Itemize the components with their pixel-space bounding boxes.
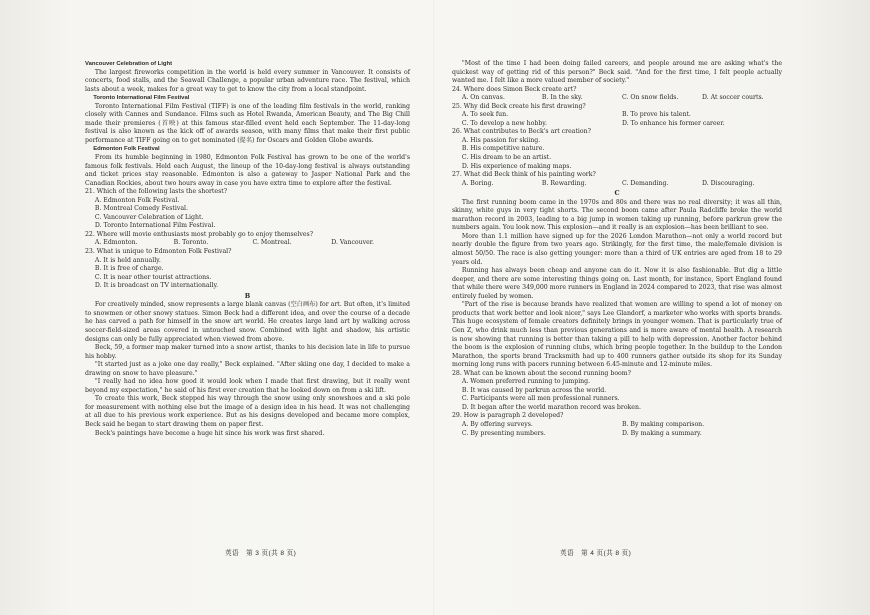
passage-c [452, 199, 782, 370]
option: D. Discouraging. [701, 179, 755, 187]
option: D. By making a summary. [621, 429, 702, 437]
option: C. Demanding. [621, 179, 669, 187]
option: B. Montreal Comedy Festival. [94, 205, 188, 213]
option: C. By presenting numbers. [461, 429, 546, 437]
passage-b-para: For creatively minded, snow represents a large blank canvas (空白画布) for art. But often, it's limited to snowmen or other snowy statues. Simon Beck had a different idea, and over the course of a decade he has carved a path for himself in the snow art world. He creates large land art by walking across soccer-field-sized areas covered in untouched snow. Combined with light and shadow, his artistic designs can only be fully appreciated when viewed from above. [85, 301, 411, 343]
option: A. Boring. [461, 179, 494, 187]
option: C. On snow fields. [621, 94, 679, 102]
option-row [452, 421, 782, 430]
option: B. To prove his talent. [621, 111, 691, 119]
right-page [452, 60, 782, 438]
question-stem: 21. Which of the following lasts the shortest? [85, 188, 228, 196]
para-toronto: Toronto International Film Festival (TIFF) is one of the leading film festivals in the world, ranking closely with Cannes and Sundance. Films such as Hotel Rwanda, American Beauty, and The Big Chill made their premieres (首映) at this famous star-filled event held each September. The 11-day-long festival is also known as the kick off of awards season, with many films that make their first public performance at TIFF going on to get nominated (提名) for Oscars and Golden Globe awards. [85, 102, 410, 144]
option: B. Rewarding. [541, 179, 587, 187]
question-24 [452, 86, 782, 103]
option: C. It is near other tourist attractions. [94, 273, 212, 281]
left-page [85, 60, 410, 438]
page-footer-right: 英语 第 4 页(共 8 页) [560, 550, 632, 557]
option: A. It is held annually. [94, 256, 161, 264]
question-stem: 25. Why did Beck create his first drawing? [452, 102, 586, 110]
option-row [452, 120, 782, 129]
option: C. His dream to be an artist. [461, 154, 552, 162]
option: D. It is broadcast on TV internationally. [94, 282, 219, 290]
question-26 [452, 128, 782, 171]
option: C. Participants were all men professional runners. [461, 395, 620, 403]
passage-b-para: "I really had no idea how good it would look when I made that first drawing, but it really went beyond my expectation," he said of his first ever creation that he looked down on from a ski lift. [85, 378, 410, 394]
question-27 [452, 171, 782, 188]
option: A. Edmonton Folk Festival. [94, 196, 180, 204]
passage-b-para: Beck, 59, a former map maker turned into a snow artist, thanks to his decision late in life to pursue his hobby. [85, 344, 410, 360]
passage-b-para: "It started just as a joke one day really," Beck explained. "After skiing one day, I decided to make a drawing on snow to have pleasure." [85, 361, 410, 377]
option: B. His competitive nature. [461, 145, 545, 153]
page-fold [433, 0, 435, 615]
question-stem: 22. Where will movie enthusiasts most probably go to enjoy themselves? [85, 230, 314, 238]
option-row [452, 111, 782, 120]
option: D. To enhance his former career. [621, 119, 725, 127]
section-c-label: C [614, 189, 620, 198]
question-stem: 27. What did Beck think of his painting work? [452, 171, 596, 179]
question-23 [85, 248, 410, 291]
question-29 [452, 412, 782, 438]
heading-vancouver: Vancouver Celebration of Light [85, 61, 173, 67]
option: D. Toronto International Film Festival. [94, 222, 216, 230]
section-b-label: B [244, 291, 251, 300]
option-row [452, 430, 782, 439]
option: A. By offering surveys. [461, 420, 533, 428]
option: C. Vancouver Celebration of Light. [94, 213, 204, 221]
passage-b-continued: "Most of the time I had been doing failed careers, and people around me are asking what's the quickest way of getting rid of this person?" Beck said. "And for the first time, I felt people actually wanted me. I felt like a more valued member of society." [452, 60, 782, 85]
option: C. Montreal. [252, 239, 292, 247]
heading-edmonton: Edmonton Folk Festival [93, 146, 160, 153]
option: B. It was caused by parkrun across the world. [461, 386, 607, 394]
option: A. Edmonton. [94, 239, 138, 247]
option: A. Women preferred running to jumping. [461, 378, 591, 386]
option: D. At soccer courts. [701, 94, 764, 102]
option: B. By making comparison. [621, 420, 705, 428]
option: B. In the sky. [541, 94, 583, 102]
passage-c-para: "Part of the rise is because brands have realized that women are willing to spend a lot of money on products that work better and look nicer," says Lee Glandorf, a marketer who works with sports brands. This huge ecosystem of female creators definitely brings in younger women. That is particularly true of Gen Z, who drink much less than previous generations and is more aware of mental health. A research is now showing that running is better than taking a pill to help with depression. Another factor behind the boom is the explosion of running clubs, which bring people together. In the buildup to the London Marathon, the sports brand Tracksmith had up to 400 runners gather outside its shop for its Sunday morning long runs with pacers running between 6.45-minute and 12-minute miles. [452, 301, 782, 369]
question-21 [85, 188, 410, 231]
page-footer-left: 英语 第 3 页(共 8 页) [225, 550, 297, 557]
option: B. It is free of charge. [94, 265, 164, 273]
question-stem: 26. What contributes to Beck's art creation? [452, 128, 591, 136]
para-vancouver: The largest fireworks competition in the world is held every summer in Vancouver. It consists of concerts, food stalls, and the Seawall Challenge, a popular urban adventure race. The festival, which lasts about a week, makes for a great way to get to know the city from a local standpoint. [85, 68, 410, 93]
para-edmonton: From its humble beginning in 1980, Edmonton Folk Festival has grown to be one of the world's famous folk festivals. Held each August, the lineup of the 10-day-long festival is always outstanding and ticket prices stay reasonable. Edmonton is also a gateway to Jasper National Park and the Canadian Rockies, about two hours away in case you have extra time to explore after the festival. [85, 154, 410, 187]
option-row [85, 239, 410, 248]
option-row [452, 94, 782, 103]
option: A. To seek fun. [461, 111, 509, 119]
question-stem: 29. How is paragraph 2 developed? [452, 412, 564, 420]
question-stem: 23. What is unique to Edmonton Folk Festival? [85, 248, 232, 256]
passage-a [85, 60, 410, 188]
option: C. To develop a new hobby. [461, 119, 547, 127]
option: A. His passion for skiing. [461, 136, 541, 144]
question-stem: 28. What can be known about the second running boom? [452, 369, 631, 377]
passage-c-para: The first running boom came in the 1970s and 80s and there was no real diversity; it was all thin, skinny, white guys in very tight shorts. The second boom came after Paula Radcliffe broke the world marathon record in 2003, leading to a big jump in women taking up running, before parkrun grew the numbers again. You look now. This explosion—and it really is an explosion—has been brilliant to see. [452, 198, 782, 232]
option: A. On canvas. [461, 94, 505, 102]
passage-b-para: Beck's paintings have become a huge hit since his work was first shared. [94, 429, 325, 437]
passage-b-para: To create this work, Beck stepped his way through the snow using only snowshoes and a ski pole for measurement with nothing else but the image of a design idea in his head. It was not challenging at all due to his previous work experience. But as his designs developed and became more complex, Beck said he began to start drawing them on paper first. [85, 395, 410, 428]
option: D. His experience of making maps. [461, 162, 572, 170]
passage-c-para: Running has always been cheap and anyone can do it. Now it is also fashionable. But dig a little deeper, and there are some interesting things going on. Last month, for instance, Sport England found that while there were 349,000 more runners in England in 2024 compared to 2023, that rise was almost entirely fueled by women. [452, 267, 782, 300]
question-stem: 24. Where does Simon Beck create art? [452, 85, 577, 93]
option-row [452, 180, 782, 189]
passage-b [85, 301, 410, 438]
question-28 [452, 370, 782, 413]
option: B. Toronto. [173, 239, 209, 247]
heading-toronto: Toronto International Film Festival [93, 95, 190, 102]
option: D. Vancouver. [331, 239, 375, 247]
question-22 [85, 231, 410, 248]
passage-c-para: More than 1.1 million have signed up for the 2026 London Marathon—not only a world record but nearly double the figure from two years ago. Strikingly, for the first time, the male/female division is almost 50/50. The race is also getting younger: more than a third of UK entries are aged from 18 to 29 years old. [452, 232, 782, 266]
option: D. It began after the world marathon record was broken. [461, 403, 641, 411]
question-25 [452, 103, 782, 129]
